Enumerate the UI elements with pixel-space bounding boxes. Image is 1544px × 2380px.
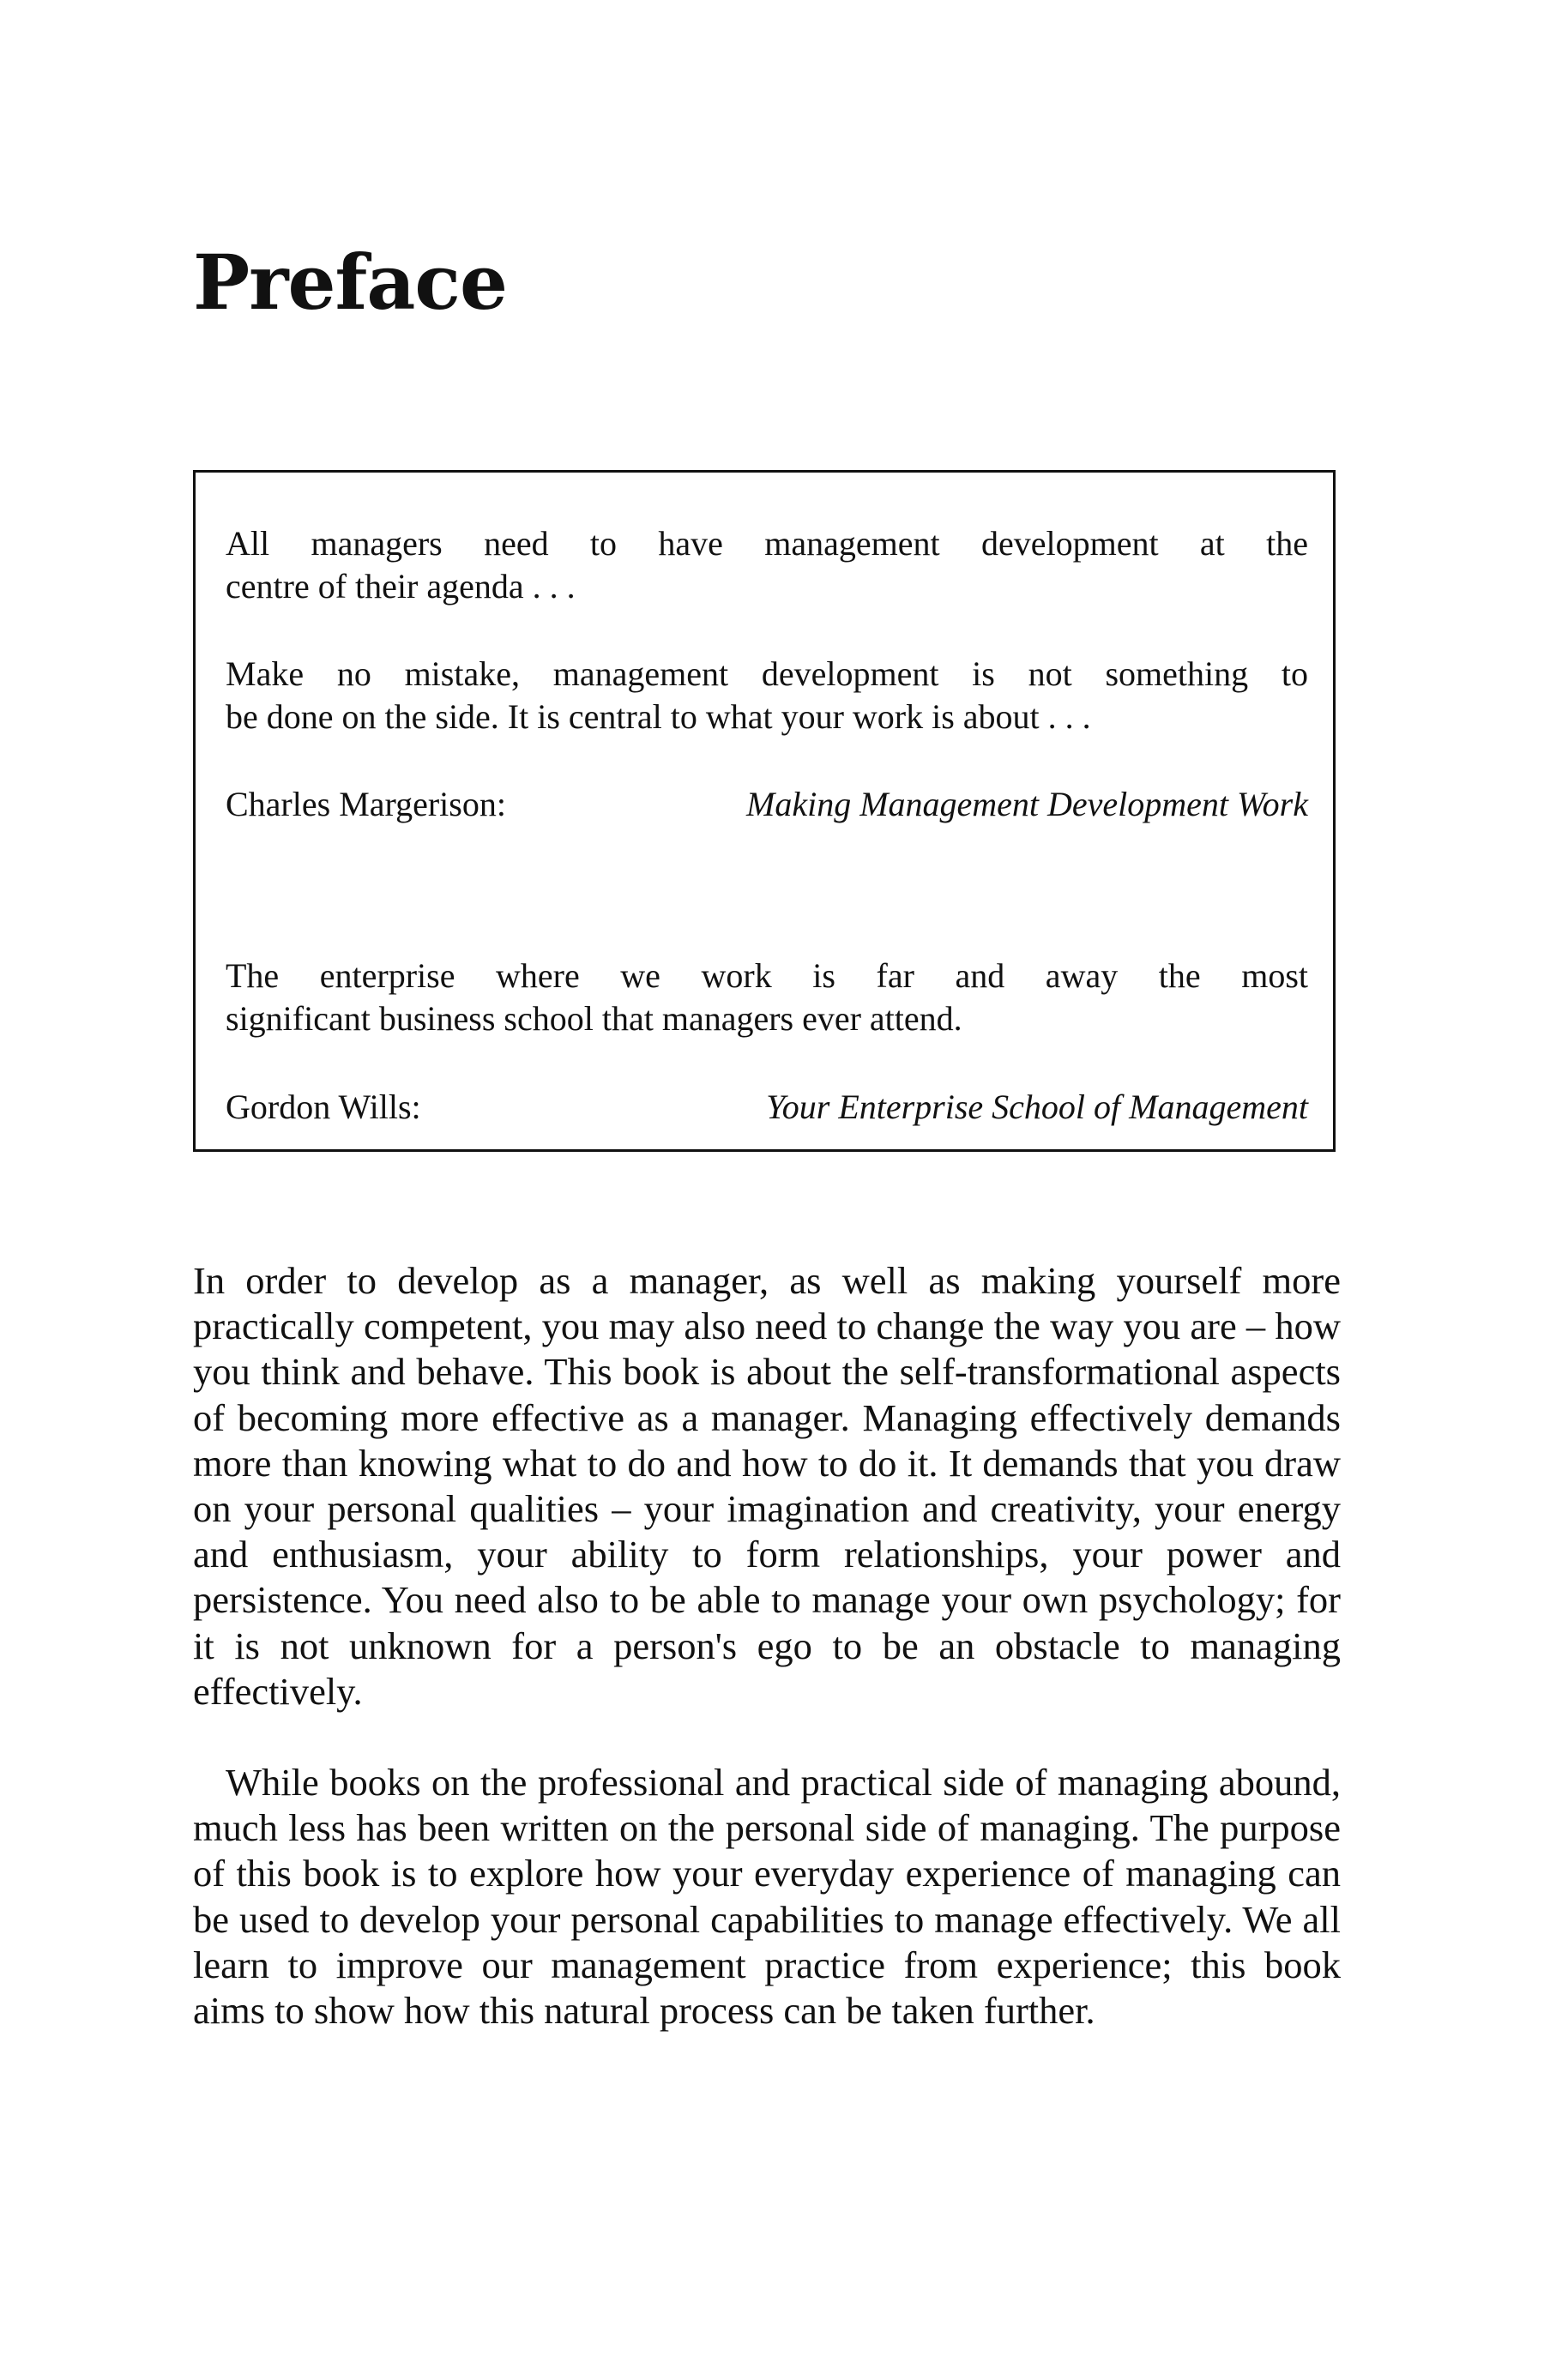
quote-line: centre of their agenda . . . xyxy=(226,567,576,606)
quote-source-title: Making Management Development Work xyxy=(746,785,1308,823)
page-title: Preface xyxy=(193,238,507,327)
quote-author: Gordon Wills: xyxy=(226,1088,421,1126)
epigraph-box xyxy=(193,470,1336,1152)
quote-line: The enterprise where we work is far and away the most xyxy=(226,956,1308,995)
quote-1-paragraph-2 xyxy=(226,653,1308,738)
quote-2-paragraph-1 xyxy=(226,955,1308,1040)
body-paragraph-1: In order to develop as a manager, as well as making yourself more practically competent, you may also need to change the way you are – how you think and behave. This book is about the self-transformational aspects of becoming more effective as a manager. Managing effectively demands more than knowing what to do and how to do it. It demands that you draw on your personal qualities – your imagination and creativity, your energy and enthusiasm, your ability to form relationships, your power and persistence. You need also to be able to manage your own psychology; for it is not unknown for a person's ego to be an obstacle to managing effectively. xyxy=(193,1259,1341,1713)
quote-line: Make no mistake, management development is not something to xyxy=(226,654,1308,693)
body-paragraph-2: While books on the professional and practical side of managing abound, much less has been written on the personal side of managing. The purpose of this book is to explore how your everyday experience of managing can be used to develop your personal capabilities to manage effectively. We all learn to improve our management practice from experience; this book aims to show how this natural process can be taken further. xyxy=(193,1761,1341,2033)
quote-author: Charles Margerison: xyxy=(226,785,506,823)
quote-line: be done on the side. It is central to what your work is about . . . xyxy=(226,697,1091,736)
quote-1-paragraph-1 xyxy=(226,522,1308,608)
quote-source-title: Your Enterprise School of Management xyxy=(766,1088,1308,1126)
quote-line: significant business school that managers ever attend. xyxy=(226,999,962,1038)
quote-line: All managers need to have management development at the xyxy=(226,524,1308,563)
